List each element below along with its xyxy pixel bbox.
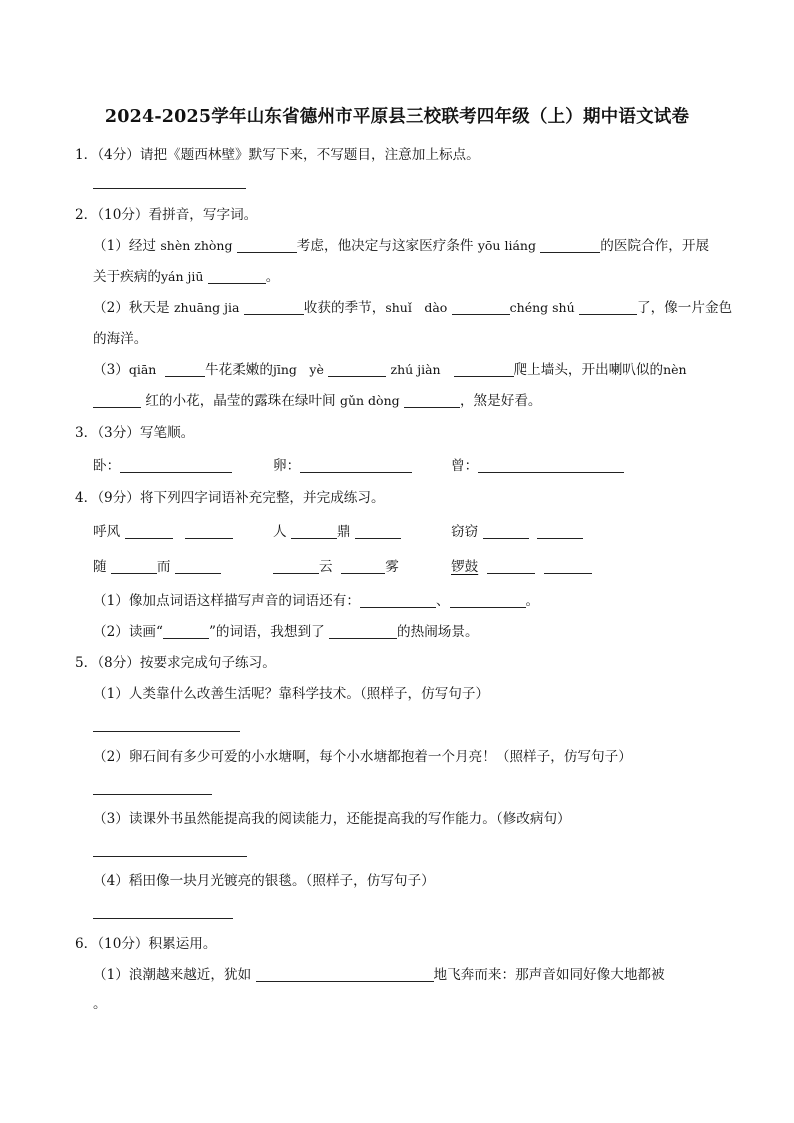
answer-blank[interactable]: [450, 592, 526, 608]
answer-blank[interactable]: [165, 361, 205, 377]
question-text: （9分）将下列四字词语补充完整，并完成练习。: [97, 490, 385, 506]
stroke-order-char-1: 卧：: [93, 456, 232, 476]
answer-blank[interactable]: [120, 457, 232, 473]
answer-blank[interactable]: [341, 558, 385, 574]
pinyin: chéng shú: [509, 300, 575, 315]
pinyin: zhuāng jia: [173, 300, 240, 315]
question-text: （3分）写笔顺。: [97, 425, 195, 441]
answer-blank[interactable]: [93, 392, 141, 408]
answer-blank[interactable]: [544, 558, 592, 574]
q2-part1-line1: （1）经过 shèn zhòng 考虑，他决定与这家医疗条件 yōu liáng 的医院合作，开展: [93, 238, 710, 254]
answer-blank[interactable]: [579, 299, 637, 315]
question-5: [75, 653, 276, 673]
answer-blank[interactable]: [355, 523, 401, 539]
q2-part2-line2: 的海洋。: [93, 331, 148, 347]
question-text: （10分）看拼音，写字词。: [97, 207, 258, 223]
answer-blank[interactable]: [163, 623, 209, 639]
question-4: [75, 488, 385, 508]
answer-blank[interactable]: [185, 523, 233, 539]
q5-sub-3: （3）读课外书虽然能提高我的阅读能力，还能提高我的写作能力。（修改病句）: [93, 811, 571, 827]
q4-sub-2: （2）读画“ ”的词语，我想到了 的热闹场景。: [93, 624, 479, 640]
q5-sub-1: （1）人类靠什么改善生活呢？靠科学技术。（照样子，仿写句子）: [93, 686, 490, 702]
answer-blank[interactable]: [256, 966, 434, 982]
answer-blank[interactable]: [111, 558, 157, 574]
pinyin: shuǐ dào: [385, 300, 448, 315]
dotted-word: 锣鼓: [451, 559, 479, 575]
answer-blank[interactable]: [291, 523, 337, 539]
answer-blank[interactable]: [208, 268, 266, 284]
answer-blank[interactable]: [360, 592, 436, 608]
question-1: [75, 145, 480, 165]
question-3: [75, 423, 194, 443]
answer-blank[interactable]: [300, 457, 412, 473]
q4-sub-1: （1）像加点词语这样描写声音的词语还有： 、 。: [93, 593, 540, 609]
pinyin: jīng yè: [272, 362, 324, 377]
q2-part3-line1: （3）qiān 牛花柔嫩的jīng yè zhú jiàn 爬上墙头，开出喇叭似的nèn: [93, 362, 687, 378]
question-number: 1．: [75, 147, 98, 163]
q2-part2-line1: （2）秋天是 zhuāng jia 收获的季节，shuǐ dào chéng shú 了，像一片金色: [93, 300, 733, 316]
question-number: 2．: [75, 207, 98, 223]
idiom-6: [451, 557, 592, 577]
question-text: （4分）请把《题西林壁》默写下来，不写题目，注意加上标点。: [97, 147, 480, 163]
page-title: 2024-2025学年山东省德州市平原县三校联考四年级（上）期中语文试卷: [104, 107, 690, 127]
answer-line[interactable]: [93, 794, 212, 795]
q2-part1-line2: 关于疾病的yán jiū 。: [93, 269, 280, 285]
q5-sub-2: （2）卵石间有多少可爱的小水塘啊，每个小水塘都抱着一个月亮！（照样子，仿写句子）: [93, 749, 632, 765]
answer-blank[interactable]: [329, 623, 397, 639]
answer-blank[interactable]: [244, 299, 304, 315]
answer-blank[interactable]: [483, 523, 529, 539]
pinyin: shèn zhòng: [160, 238, 233, 253]
answer-blank[interactable]: [175, 558, 221, 574]
pinyin: nèn: [663, 362, 687, 377]
answer-line[interactable]: [93, 918, 233, 919]
pinyin: gǔn dòng: [339, 393, 400, 408]
pinyin: qiān: [128, 362, 157, 377]
question-number: 6．: [75, 936, 98, 952]
answer-blank[interactable]: [537, 523, 583, 539]
pinyin: zhú jiàn: [390, 362, 441, 377]
question-number: 3．: [75, 425, 98, 441]
answer-line[interactable]: [93, 731, 240, 732]
answer-line[interactable]: [93, 856, 247, 857]
idiom-1: 呼风: [93, 522, 233, 542]
idiom-4: 随 而: [93, 557, 221, 577]
answer-blank[interactable]: [487, 558, 535, 574]
answer-blank[interactable]: [454, 361, 514, 377]
stroke-order-char-3: 曾：: [451, 456, 624, 476]
answer-blank[interactable]: [452, 299, 510, 315]
q5-sub-4: （4）稻田像一块月光镀亮的银毯。（照样子，仿写句子）: [93, 873, 435, 889]
pinyin: yán jiū: [160, 269, 204, 284]
q6-sub-1: （1）浪潮越来越近，犹如 地飞奔而来：那声音如同好像大地都被: [93, 967, 665, 983]
idiom-2: 人 鼎: [273, 522, 401, 542]
answer-blank[interactable]: [328, 361, 386, 377]
question-text: （10分）积累运用。: [97, 936, 217, 952]
question-2: [75, 205, 257, 225]
pinyin: yōu liáng: [477, 238, 536, 253]
question-text: （8分）按要求完成句子练习。: [97, 655, 276, 671]
answer-line[interactable]: [93, 188, 246, 189]
stroke-order-char-2: 卵：: [273, 456, 412, 476]
question-6: [75, 934, 217, 954]
idiom-5: 云 雾: [273, 557, 399, 577]
question-number: 4．: [75, 490, 98, 506]
q2-part3-line2: 红的小花，晶莹的露珠在绿叶间 gǔn dòng ，煞是好看。: [93, 391, 542, 411]
question-number: 5．: [75, 655, 98, 671]
q6-sub-1-end: 。: [93, 996, 107, 1012]
answer-blank[interactable]: [478, 457, 624, 473]
answer-blank[interactable]: [125, 523, 173, 539]
answer-blank[interactable]: [237, 237, 297, 253]
answer-blank[interactable]: [273, 558, 319, 574]
answer-blank[interactable]: [540, 237, 600, 253]
idiom-3: 窃窃: [451, 522, 583, 542]
answer-blank[interactable]: [404, 392, 460, 408]
